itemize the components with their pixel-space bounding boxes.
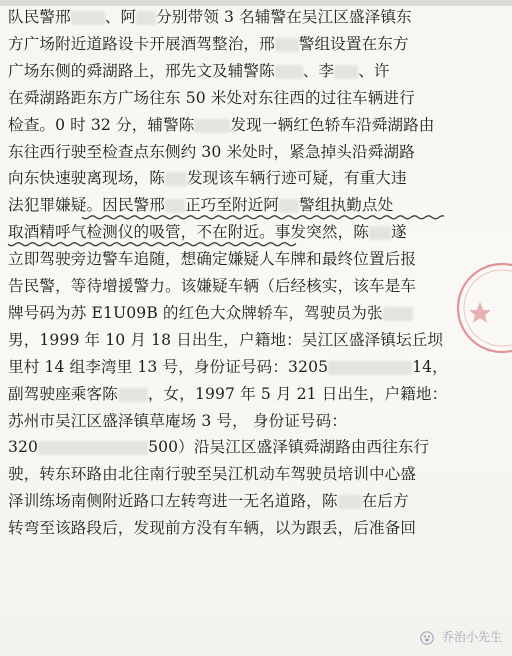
text-line (8, 411, 446, 430)
text-line (8, 252, 446, 268)
text-segment: 正巧至附近阿 (184, 196, 280, 215)
redaction-blur (279, 199, 299, 213)
text-segment: 副驾驶座乘客陈 (8, 384, 118, 403)
text-line (8, 521, 446, 537)
text-segment: 遂 (390, 223, 407, 242)
text-segment: 在后方 (361, 492, 409, 511)
redaction-blur (118, 388, 148, 402)
text-line (8, 279, 446, 295)
text-segment: 分别带领 3 名辅警在吴江区盛泽镇东 (156, 8, 412, 26)
text-line (8, 142, 446, 161)
text-segment: 苏州市吴江区盛泽镇草庵场 3 号， 身份证号码： (8, 411, 348, 430)
redaction-blur (71, 11, 105, 25)
text-segment: 立即驾驶旁边警车追随，想确定嫌疑人车牌和最终位置后报 (8, 250, 417, 269)
text-segment: 法犯罪嫌疑。因民警邢 (8, 196, 165, 215)
text-segment: 发现一辆红色轿车沿舜湖路由 (230, 115, 435, 134)
text-segment: 取酒精呼气检测仪的吸管，不在附近。事发突然，陈 (8, 223, 369, 242)
text-line (8, 494, 446, 510)
text-segment: ，女，1997 年 5 月 21 日出生，户籍地： (147, 384, 448, 403)
text-segment: 里村 14 组李湾里 13 号，身份证号码：3205 (8, 357, 329, 376)
text-segment: 500）沿吴江区盛泽镇舜湖路由西往东行 (148, 438, 430, 457)
redaction-blur (275, 65, 303, 79)
text-line (8, 34, 446, 53)
text-segment: 检查。0 时 32 分，辅警陈 (8, 115, 195, 134)
redaction-blur (334, 65, 358, 79)
redaction-blur (194, 119, 230, 133)
text-segment: 队民警邢 (8, 8, 71, 26)
text-segment: 14， (412, 357, 448, 376)
text-segment: 、李 (302, 61, 335, 80)
redaction-blur (338, 495, 362, 509)
text-segment: 在舜湖路距东方广场往东 50 米处对东往西的过往车辆进行 (8, 88, 415, 107)
text-line (8, 10, 446, 26)
text-segment: 、阿 (104, 8, 137, 26)
text-segment: 320 (8, 438, 39, 457)
text-segment: 泽训练场南侧附近路口左转弯进一无名道路，陈 (8, 492, 338, 511)
text-segment: 东往西行驶至检查点东侧约 30 米处时，紧急掉头沿舜湖路 (8, 142, 415, 161)
text-segment: 警组设置在东方 (298, 34, 409, 53)
text-line (8, 171, 446, 187)
paw-logo-icon (420, 631, 434, 645)
text-line (8, 440, 446, 456)
redaction-blur (383, 307, 413, 321)
text-line (8, 303, 446, 322)
text-line (8, 357, 448, 376)
text-segment: 、许 (358, 61, 390, 80)
text-line (8, 88, 446, 107)
text-segment: 发现该车辆行迹可疑，有重大违 (186, 169, 407, 188)
text-line (8, 61, 446, 80)
text-line (8, 115, 446, 134)
text-segment: 转弯至该路段后，发现前方没有车辆，以为跟丢，后准备回 (8, 519, 417, 538)
text-segment: 方广场附近道路设卡开展酒驾整治，邢 (8, 34, 275, 53)
redaction-blur (328, 361, 412, 375)
redaction-blur (136, 11, 156, 25)
text-line (8, 225, 446, 241)
text-segment: 男，1999 年 10 月 18 日出生，户籍地：吴江区盛泽镇坛丘坝 (8, 330, 444, 349)
text-segment: 向东快速驶离现场，陈 (8, 169, 165, 188)
text-segment: 驶，转东环路由北往南行驶至吴江机动车驾驶员培训中心盛 (8, 465, 417, 484)
text-segment: 广场东侧的舜湖路上，邢先文及辅警陈 (8, 61, 275, 80)
text-line (8, 198, 446, 214)
redaction-blur (165, 199, 185, 213)
redaction-blur (165, 172, 187, 186)
redaction-blur (275, 38, 299, 52)
watermark-text: 乔治小先生 (441, 630, 502, 644)
text-line (8, 467, 446, 483)
text-segment: 告民警，等待增援警力。该嫌疑车辆（后经核实，该车是车 (8, 277, 417, 295)
text-line (8, 384, 448, 403)
watermark (420, 628, 502, 645)
text-segment: 警组执勤点处 (299, 196, 394, 215)
text-line (8, 330, 446, 349)
redaction-blur (369, 226, 391, 240)
text-segment: 牌号码为苏 E1U09B 的红色大众牌轿车，驾驶员为张 (8, 303, 383, 322)
official-seal-icon (452, 258, 512, 358)
redaction-blur (38, 441, 148, 455)
